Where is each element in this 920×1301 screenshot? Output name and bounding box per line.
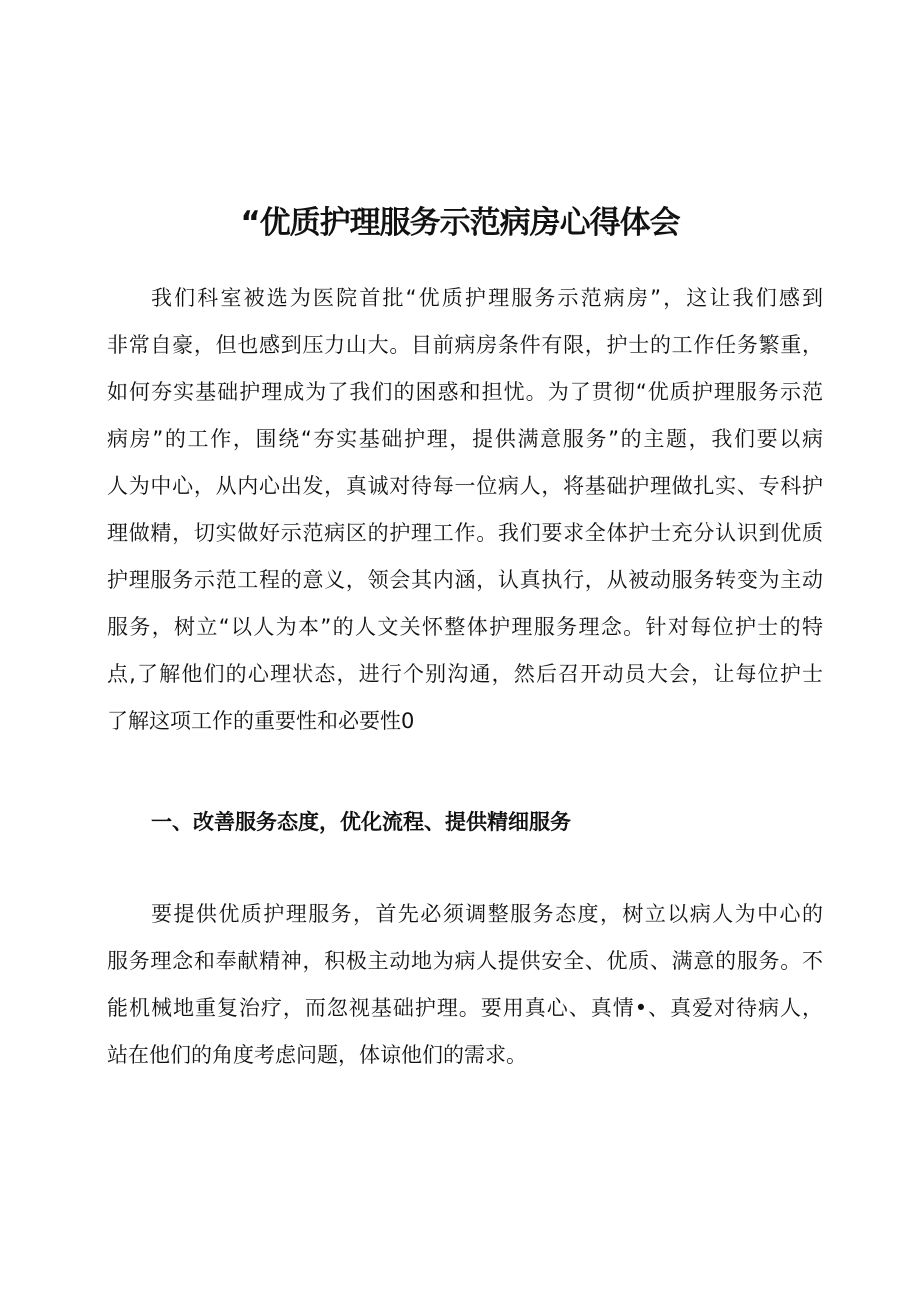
paragraph-line: 服务理念和奉献精神，积极主动地为病人提供安全、优质、满意的服务。不 [107,949,823,973]
intro-paragraph [107,275,823,745]
paragraph-line: 能机械地重复治疗，而忽视基础护理。要用真心、真情•、真爱对待病人， [107,996,823,1020]
paragraph-line: 点,了解他们的心理状态，进行个别沟通，然后召开动员大会，让每位护士 [107,662,823,686]
document-title: “优质护理服务示范病房心得体会 [240,204,680,241]
section1-paragraph [107,891,823,1079]
paragraph-line: 护理服务示范工程的意义，领会其内涵，认真执行，从被动服务转变为主动 [107,568,823,592]
paragraph-line: 病房”的工作，围绕“夯实基础护理，提供满意服务”的主题，我们要以病 [107,427,823,451]
paragraph-line: 了解这项工作的重要性和必要性0 [107,709,415,733]
section-heading: 一、改善服务态度，优化流程、提供精细服务 [151,810,571,834]
paragraph-line: 要提供优质护理服务，首先必须调整服务态度，树立以病人为中心的 [151,902,823,926]
paragraph-line: 人为中心，从内心出发，真诚对待每一位病人，将基础护理做扎实、专科护 [107,474,823,498]
paragraph-line: 非常自豪，但也感到压力山大。目前病房条件有限，护士的工作任务繁重， [107,333,823,357]
paragraph-line: 如何夯实基础护理成为了我们的困惑和担忧。为了贯彻“优质护理服务示范 [107,380,823,404]
paragraph-line: 服务，树立“以人为本”的人文关怀整体护理服务理念。针对每位护士的特 [107,615,823,639]
paragraph-line: 我们科室被选为医院首批“优质护理服务示范病房”，这让我们感到 [151,286,823,310]
paragraph-line: 站在他们的角度考虑问题，体谅他们的需求。 [107,1043,527,1067]
paragraph-line: 理做精，切实做好示范病区的护理工作。我们要求全体护士充分认识到优质 [107,521,823,545]
